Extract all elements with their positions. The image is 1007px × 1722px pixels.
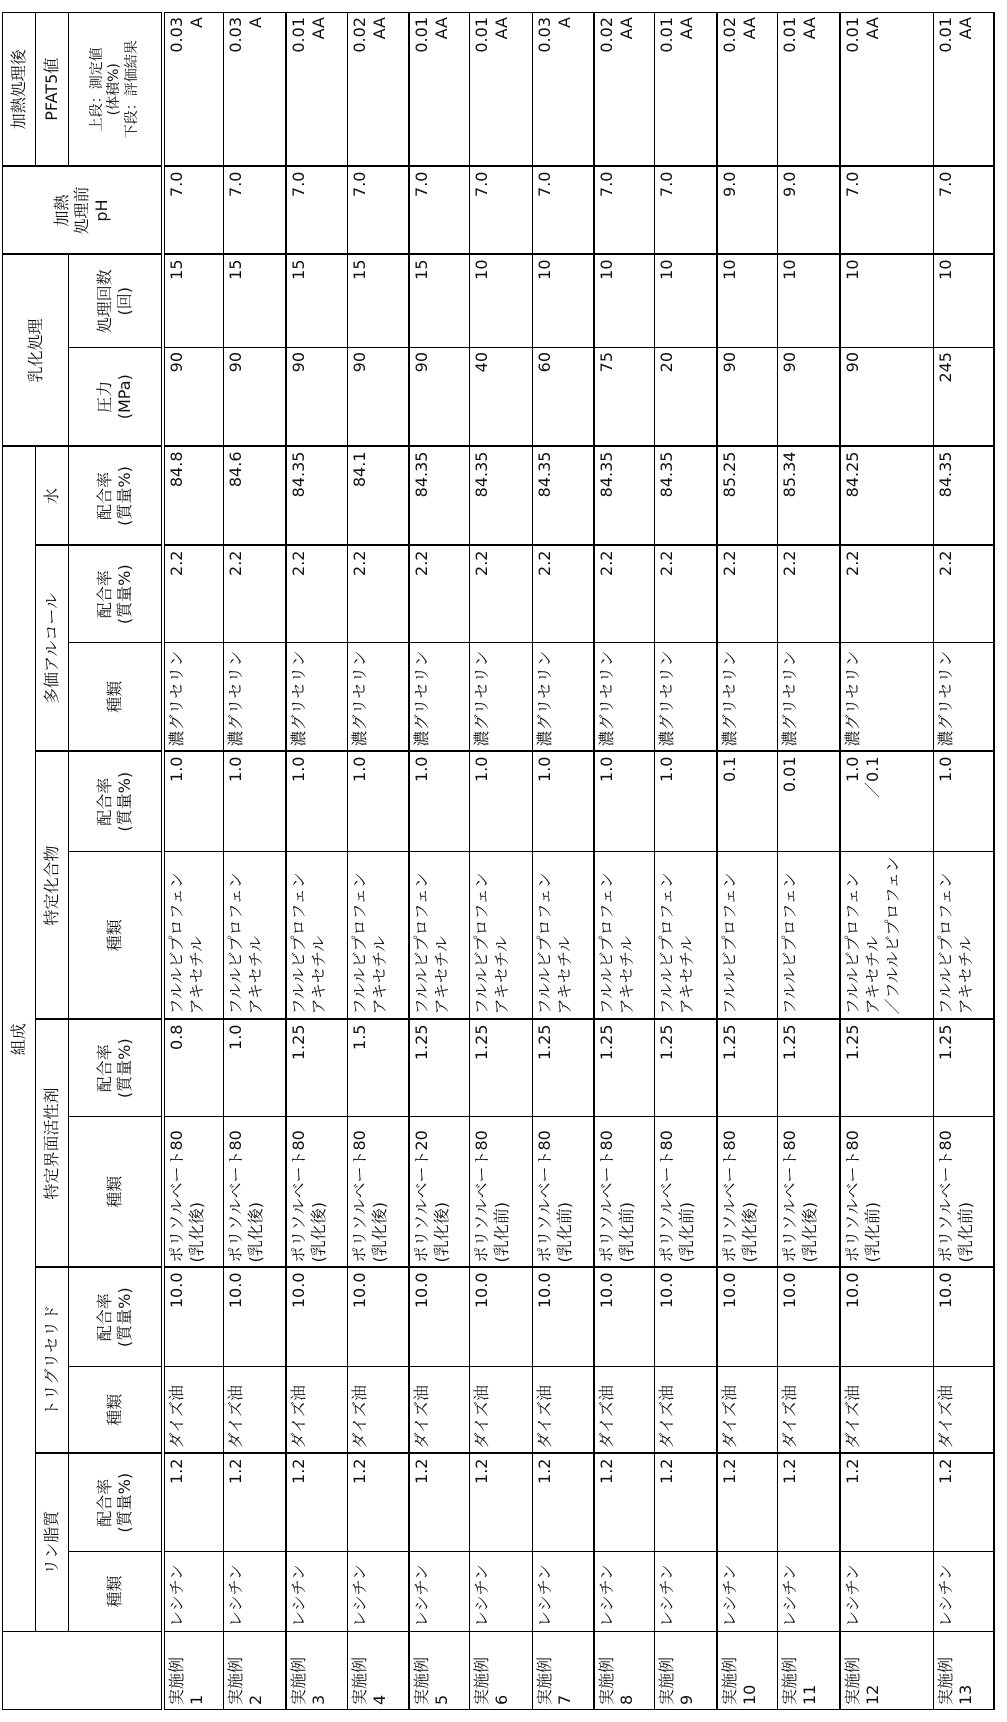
cell-ph: 7.0 — [533, 167, 594, 255]
cell-label: 実施例 6 — [470, 1632, 533, 1710]
cell-pl-ratio: 1.2 — [840, 1454, 934, 1552]
cell-tg-type: ダイズ油 — [594, 1367, 655, 1454]
cell-cp-ratio: 1.0 — [934, 752, 994, 852]
cell-cp-ratio: 1.0 — [348, 752, 409, 852]
cell-label: 実施例 12 — [840, 1632, 934, 1710]
cell-cp-type: フルルビプロフェン アキセチル — [934, 852, 994, 1020]
cell-label: 実施例 13 — [934, 1632, 994, 1710]
header-compound: 特定化合物 — [36, 752, 69, 1020]
cell-tg-ratio: 10.0 — [778, 1268, 840, 1367]
cell-pressure: 60 — [533, 348, 594, 447]
cell-water: 84.6 — [224, 447, 286, 546]
cell-pressure: 90 — [163, 348, 224, 447]
header-emulsification: 乳化処理 — [3, 255, 69, 447]
cell-pl-ratio: 1.2 — [655, 1454, 717, 1552]
table-row — [594, 13, 655, 1710]
cell-label: 実施例 8 — [594, 1632, 655, 1710]
cell-pfat: 0.03 A — [533, 13, 594, 167]
cell-cp-type: フルルビプロフェン — [778, 852, 840, 1020]
cell-sf-type: ポリソルベート80 (乳化後) — [163, 1117, 224, 1268]
cell-pl-type: レシチン — [348, 1552, 409, 1632]
cell-tg-type: ダイズ油 — [163, 1367, 224, 1454]
cell-ph: 7.0 — [286, 167, 348, 255]
cell-tg-ratio: 10.0 — [594, 1268, 655, 1367]
table-row — [934, 13, 994, 1710]
cell-po-ratio: 2.2 — [594, 546, 655, 643]
header-water: 水 — [36, 447, 69, 546]
cell-tg-ratio: 10.0 — [224, 1268, 286, 1367]
cell-pfat: 0.02 AA — [348, 13, 409, 167]
header-cp-ratio: 配合率 (質量%) — [69, 752, 163, 852]
cell-pressure: 90 — [778, 348, 840, 447]
cell-po-ratio: 2.2 — [348, 546, 409, 643]
cell-tg-type: ダイズ油 — [286, 1367, 348, 1454]
cell-tg-type: ダイズ油 — [224, 1367, 286, 1454]
header-phospholipid: リン脂質 — [36, 1454, 69, 1632]
header-pl-ratio: 配合率 (質量%) — [69, 1454, 163, 1552]
cell-sf-ratio: 1.25 — [286, 1020, 348, 1117]
cell-label: 実施例 7 — [533, 1632, 594, 1710]
cell-cp-ratio: 0.01 — [778, 752, 840, 852]
cell-passes: 10 — [470, 255, 533, 348]
cell-pl-type: レシチン — [163, 1552, 224, 1632]
cell-cp-ratio: 1.0 — [163, 752, 224, 852]
header-composition: 組成 — [3, 447, 36, 1632]
cell-sf-ratio: 1.25 — [717, 1020, 778, 1117]
table-row — [840, 13, 934, 1710]
cell-tg-type: ダイズ油 — [533, 1367, 594, 1454]
cell-pl-type: レシチン — [778, 1552, 840, 1632]
cell-passes: 10 — [594, 255, 655, 348]
cell-pl-ratio: 1.2 — [348, 1454, 409, 1552]
cell-ph: 7.0 — [348, 167, 409, 255]
cell-pfat: 0.02 AA — [717, 13, 778, 167]
cell-po-ratio: 2.2 — [717, 546, 778, 643]
cell-water: 84.25 — [840, 447, 934, 546]
cell-pfat: 0.01 AA — [840, 13, 934, 167]
examples-table — [2, 12, 995, 1710]
cell-label: 実施例 1 — [163, 1632, 224, 1710]
cell-po-ratio: 2.2 — [840, 546, 934, 643]
cell-sf-type: ポリソルベート80 (乳化後) — [717, 1117, 778, 1268]
cell-po-type: 濃グリセリン — [533, 643, 594, 752]
cell-sf-type: ポリソルベート80 (乳化後) — [224, 1117, 286, 1268]
cell-pl-ratio: 1.2 — [778, 1454, 840, 1552]
header-pl-type: 種類 — [69, 1552, 163, 1632]
cell-water: 85.34 — [778, 447, 840, 546]
cell-cp-type: フルルビプロフェン アキセチル — [163, 852, 224, 1020]
cell-tg-type: ダイズ油 — [840, 1367, 934, 1454]
cell-sf-ratio: 1.25 — [840, 1020, 934, 1117]
cell-tg-type: ダイズ油 — [409, 1367, 470, 1454]
cell-cp-type: フルルビプロフェン — [717, 852, 778, 1020]
cell-pfat: 0.01 AA — [655, 13, 717, 167]
cell-sf-type: ポリソルベート80 (乳化前) — [655, 1117, 717, 1268]
cell-tg-type: ダイズ油 — [655, 1367, 717, 1454]
cell-water: 84.35 — [409, 447, 470, 546]
cell-tg-type: ダイズ油 — [348, 1367, 409, 1454]
cell-po-ratio: 2.2 — [286, 546, 348, 643]
table-row — [409, 13, 470, 1710]
cell-po-type: 濃グリセリン — [409, 643, 470, 752]
table-row — [533, 13, 594, 1710]
cell-pl-type: レシチン — [655, 1552, 717, 1632]
cell-passes: 10 — [533, 255, 594, 348]
cell-pfat: 0.01 AA — [470, 13, 533, 167]
header-after-heat: 加熱処理後 — [3, 13, 36, 167]
cell-po-type: 濃グリセリン — [348, 643, 409, 752]
cell-pl-type: レシチン — [533, 1552, 594, 1632]
cell-pressure: 90 — [409, 348, 470, 447]
cell-po-ratio: 2.2 — [533, 546, 594, 643]
cell-water: 84.35 — [594, 447, 655, 546]
cell-cp-ratio: 1.0 — [470, 752, 533, 852]
table-row — [348, 13, 409, 1710]
header-pfat-note: 上段：測定値 (体積%) 下段：評価結果 — [69, 13, 163, 167]
cell-pl-type: レシチン — [594, 1552, 655, 1632]
header-cp-type: 種類 — [69, 852, 163, 1020]
cell-label: 実施例 4 — [348, 1632, 409, 1710]
cell-cp-type: フルルビプロフェン アキセチル — [348, 852, 409, 1020]
cell-po-ratio: 2.2 — [224, 546, 286, 643]
cell-pl-type: レシチン — [286, 1552, 348, 1632]
header-pressure: 圧力 (MPa) — [69, 348, 163, 447]
cell-po-type: 濃グリセリン — [934, 643, 994, 752]
cell-cp-ratio: 1.0 — [409, 752, 470, 852]
cell-tg-ratio: 10.0 — [163, 1268, 224, 1367]
cell-po-ratio: 2.2 — [778, 546, 840, 643]
cell-pl-ratio: 1.2 — [533, 1454, 594, 1552]
header-tg-ratio: 配合率 (質量%) — [69, 1268, 163, 1367]
cell-tg-type: ダイズ油 — [934, 1367, 994, 1454]
cell-pfat: 0.03 A — [224, 13, 286, 167]
header-tg-type: 種類 — [69, 1367, 163, 1454]
cell-cp-ratio: 1.0 — [224, 752, 286, 852]
cell-cp-ratio: 0.1 — [717, 752, 778, 852]
cell-tg-ratio: 10.0 — [533, 1268, 594, 1367]
header-polyol: 多価アルコール — [36, 546, 69, 752]
cell-pl-type: レシチン — [224, 1552, 286, 1632]
header-ph-before-heat: 加熱 処理前 pH — [3, 167, 163, 255]
cell-pressure: 40 — [470, 348, 533, 447]
header-surfactant: 特定界面活性剤 — [36, 1020, 69, 1268]
header-pfat5: PFAT5値 — [36, 13, 69, 167]
cell-po-type: 濃グリセリン — [163, 643, 224, 752]
cell-po-ratio: 2.2 — [470, 546, 533, 643]
cell-water: 84.8 — [163, 447, 224, 546]
cell-pl-type: レシチン — [470, 1552, 533, 1632]
cell-pfat: 0.03 A — [163, 13, 224, 167]
cell-cp-ratio: 1.0 — [655, 752, 717, 852]
cell-tg-ratio: 10.0 — [348, 1268, 409, 1367]
rotated-page — [0, 0, 1007, 1722]
cell-passes: 10 — [934, 255, 994, 348]
cell-po-type: 濃グリセリン — [655, 643, 717, 752]
cell-sf-type: ポリソルベート80 (乳化前) — [594, 1117, 655, 1268]
cell-passes: 10 — [655, 255, 717, 348]
cell-sf-ratio: 0.8 — [163, 1020, 224, 1117]
cell-ph: 9.0 — [778, 167, 840, 255]
cell-ph: 7.0 — [594, 167, 655, 255]
cell-cp-type: フルルビプロフェン アキセチル — [409, 852, 470, 1020]
cell-tg-ratio: 10.0 — [286, 1268, 348, 1367]
cell-sf-type: ポリソルベート80 (乳化後) — [348, 1117, 409, 1268]
cell-pfat: 0.01 AA — [778, 13, 840, 167]
cell-cp-type: フルルビプロフェン アキセチル — [533, 852, 594, 1020]
cell-sf-type: ポリソルベート80 (乳化前) — [934, 1117, 994, 1268]
cell-water: 84.35 — [934, 447, 994, 546]
cell-sf-ratio: 1.25 — [409, 1020, 470, 1117]
cell-pfat: 0.01 AA — [286, 13, 348, 167]
cell-pressure: 90 — [224, 348, 286, 447]
cell-sf-type: ポリソルベート80 (乳化前) — [533, 1117, 594, 1268]
table-row — [778, 13, 840, 1710]
table-row — [717, 13, 778, 1710]
cell-sf-type: ポリソルベート80 (乳化前) — [840, 1117, 934, 1268]
cell-water: 84.35 — [470, 447, 533, 546]
cell-ph: 7.0 — [409, 167, 470, 255]
cell-cp-type: フルルビプロフェン アキセチル ／フルルビプロフェン — [840, 852, 934, 1020]
cell-tg-ratio: 10.0 — [717, 1268, 778, 1367]
cell-po-type: 濃グリセリン — [840, 643, 934, 752]
cell-sf-ratio: 1.5 — [348, 1020, 409, 1117]
cell-passes: 15 — [348, 255, 409, 348]
header-passes: 処理回数 (回) — [69, 255, 163, 348]
cell-pfat: 0.01 AA — [409, 13, 470, 167]
cell-pl-ratio: 1.2 — [224, 1454, 286, 1552]
cell-sf-type: ポリソルベート80 (乳化後) — [778, 1117, 840, 1268]
cell-cp-ratio: 1.0 — [533, 752, 594, 852]
cell-sf-ratio: 1.25 — [778, 1020, 840, 1117]
cell-label: 実施例 3 — [286, 1632, 348, 1710]
cell-pl-type: レシチン — [717, 1552, 778, 1632]
cell-passes: 15 — [409, 255, 470, 348]
cell-pl-type: レシチン — [934, 1552, 994, 1632]
cell-pressure: 90 — [348, 348, 409, 447]
cell-ph: 9.0 — [717, 167, 778, 255]
cell-tg-ratio: 10.0 — [934, 1268, 994, 1367]
cell-cp-type: フルルビプロフェン アキセチル — [286, 852, 348, 1020]
cell-passes: 10 — [840, 255, 934, 348]
cell-ph: 7.0 — [224, 167, 286, 255]
cell-cp-type: フルルビプロフェン アキセチル — [470, 852, 533, 1020]
table-row — [655, 13, 717, 1710]
cell-passes: 10 — [717, 255, 778, 348]
cell-po-ratio: 2.2 — [655, 546, 717, 643]
cell-sf-type: ポリソルベート80 (乳化前) — [470, 1117, 533, 1268]
cell-label: 実施例 5 — [409, 1632, 470, 1710]
cell-po-type: 濃グリセリン — [286, 643, 348, 752]
cell-pl-ratio: 1.2 — [409, 1454, 470, 1552]
cell-sf-ratio: 1.25 — [533, 1020, 594, 1117]
cell-po-type: 濃グリセリン — [778, 643, 840, 752]
cell-pl-type: レシチン — [409, 1552, 470, 1632]
cell-pl-ratio: 1.2 — [717, 1454, 778, 1552]
cell-sf-ratio: 1.25 — [594, 1020, 655, 1117]
cell-sf-ratio: 1.25 — [655, 1020, 717, 1117]
cell-tg-ratio: 10.0 — [840, 1268, 934, 1367]
cell-ph: 7.0 — [840, 167, 934, 255]
cell-sf-type: ポリソルベート80 (乳化後) — [286, 1117, 348, 1268]
cell-cp-type: フルルビプロフェン アキセチル — [655, 852, 717, 1020]
cell-water: 84.35 — [655, 447, 717, 546]
cell-pl-ratio: 1.2 — [470, 1454, 533, 1552]
cell-passes: 15 — [224, 255, 286, 348]
cell-pressure: 75 — [594, 348, 655, 447]
cell-po-ratio: 2.2 — [934, 546, 994, 643]
cell-sf-ratio: 1.0 — [224, 1020, 286, 1117]
header-po-type: 種類 — [69, 643, 163, 752]
cell-pl-type: レシチン — [840, 1552, 934, 1632]
cell-pressure: 90 — [840, 348, 934, 447]
cell-pressure: 20 — [655, 348, 717, 447]
cell-cp-type: フルルビプロフェン アキセチル — [594, 852, 655, 1020]
cell-sf-type: ポリソルベート20 (乳化後) — [409, 1117, 470, 1268]
cell-ph: 7.0 — [163, 167, 224, 255]
cell-tg-type: ダイズ油 — [717, 1367, 778, 1454]
cell-tg-type: ダイズ油 — [778, 1367, 840, 1454]
cell-pl-ratio: 1.2 — [934, 1454, 994, 1552]
cell-pl-ratio: 1.2 — [163, 1454, 224, 1552]
table-row — [163, 13, 224, 1710]
cell-pressure: 90 — [286, 348, 348, 447]
cell-pfat: 0.01 AA — [934, 13, 994, 167]
cell-tg-ratio: 10.0 — [655, 1268, 717, 1367]
cell-pfat: 0.02 AA — [594, 13, 655, 167]
cell-ph: 7.0 — [655, 167, 717, 255]
header-po-ratio: 配合率 (質量%) — [69, 546, 163, 643]
cell-po-type: 濃グリセリン — [594, 643, 655, 752]
table-row — [470, 13, 533, 1710]
cell-passes: 15 — [163, 255, 224, 348]
header-triglyceride: トリグリセリド — [36, 1268, 69, 1454]
cell-po-type: 濃グリセリン — [470, 643, 533, 752]
cell-passes: 10 — [778, 255, 840, 348]
corner-cell — [3, 1632, 163, 1710]
cell-passes: 15 — [286, 255, 348, 348]
cell-tg-ratio: 10.0 — [409, 1268, 470, 1367]
cell-po-ratio: 2.2 — [409, 546, 470, 643]
cell-po-type: 濃グリセリン — [717, 643, 778, 752]
header-water-ratio: 配合率 (質量%) — [69, 447, 163, 546]
table-row — [286, 13, 348, 1710]
cell-pressure: 245 — [934, 348, 994, 447]
cell-label: 実施例 9 — [655, 1632, 717, 1710]
cell-water: 84.35 — [533, 447, 594, 546]
cell-label: 実施例 10 — [717, 1632, 778, 1710]
cell-cp-ratio: 1.0 ／0.1 — [840, 752, 934, 852]
cell-label: 実施例 11 — [778, 1632, 840, 1710]
cell-sf-ratio: 1.25 — [934, 1020, 994, 1117]
table-row — [224, 13, 286, 1710]
cell-pressure: 90 — [717, 348, 778, 447]
cell-water: 85.25 — [717, 447, 778, 546]
cell-cp-ratio: 1.0 — [286, 752, 348, 852]
cell-water: 84.1 — [348, 447, 409, 546]
header-sf-type: 種類 — [69, 1117, 163, 1268]
header-sf-ratio: 配合率 (質量%) — [69, 1020, 163, 1117]
cell-ph: 7.0 — [934, 167, 994, 255]
cell-tg-ratio: 10.0 — [470, 1268, 533, 1367]
cell-cp-ratio: 1.0 — [594, 752, 655, 852]
cell-label: 実施例 2 — [224, 1632, 286, 1710]
cell-tg-type: ダイズ油 — [470, 1367, 533, 1454]
cell-cp-type: フルルビプロフェン アキセチル — [224, 852, 286, 1020]
cell-sf-ratio: 1.25 — [470, 1020, 533, 1117]
cell-po-ratio: 2.2 — [163, 546, 224, 643]
cell-pl-ratio: 1.2 — [594, 1454, 655, 1552]
cell-po-type: 濃グリセリン — [224, 643, 286, 752]
cell-pl-ratio: 1.2 — [286, 1454, 348, 1552]
cell-water: 84.35 — [286, 447, 348, 546]
cell-ph: 7.0 — [470, 167, 533, 255]
